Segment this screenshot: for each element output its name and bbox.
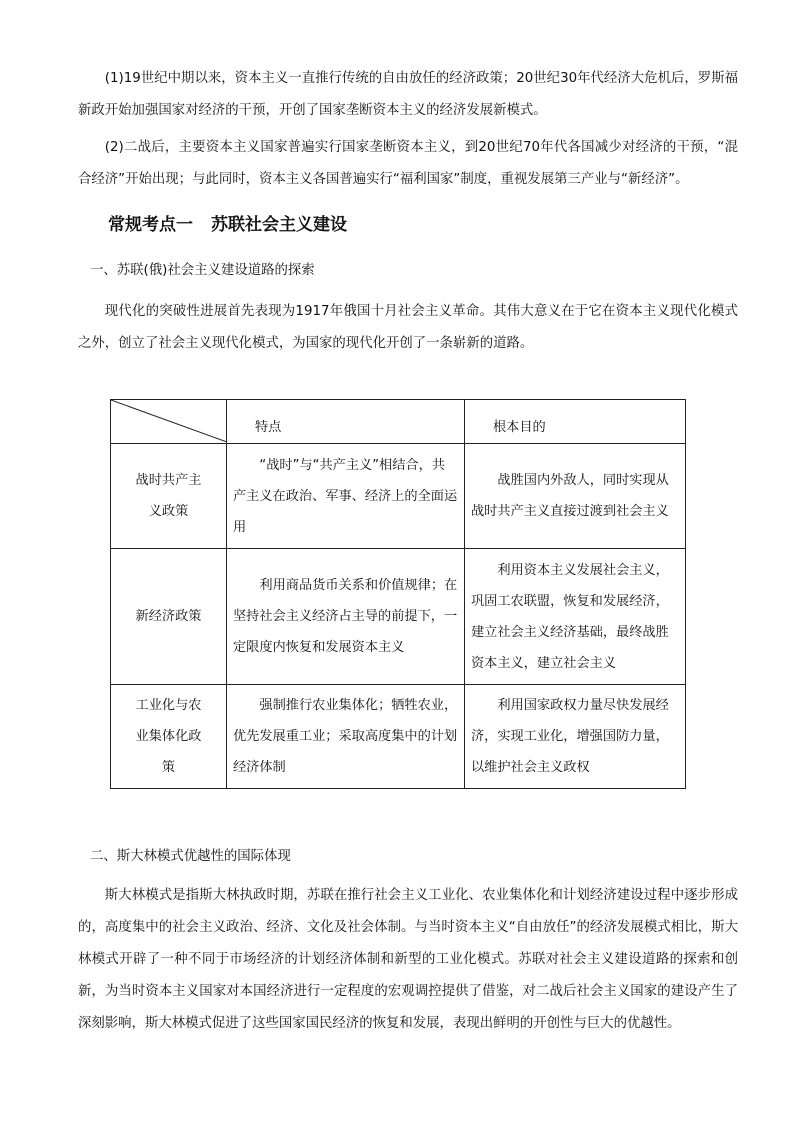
table-row [111,549,686,685]
diagonal-line [111,400,227,442]
header-feature: 特点 [227,400,465,444]
table-row [111,444,686,549]
row-label: 新经济政策 [111,549,227,685]
subsection-title-2: 二、斯大林模式优越性的国际体现 [90,849,291,864]
subsection-title-1: 一、苏联(俄)社会主义建设道路的探索 [90,263,315,278]
row-goal: 战胜国内外敌人，同时实现从战时共产主义直接过渡到社会主义 [465,444,686,549]
intro-paragraph-1: (1)19世纪中期以来，资本主义一直推行传统的自由放任的经济政策；20世纪30年代经济大危机后，罗斯福新政开始加强国家对经济的干预，开创了国家垄断资本主义的经济发展新模式。 [78,71,738,118]
row-goal: 利用资本主义发展社会主义，巩固工农联盟，恢复和发展经济，建立社会主义经济基础，最终战胜资本主义，建立社会主义 [465,549,686,685]
intro-paragraph-2: (2)二战后，主要资本主义国家普遍实行国家垄断资本主义，到20世纪70年代各国减少对经济的干预，“混合经济”开始出现；与此同时，资本主义各国普遍实行“福利国家”制度，重视发展第三产业与“新经济”。 [78,140,738,187]
subsection-body-2: 斯大林模式是指斯大林执政时期，苏联在推行社会主义工业化、农业集体化和计划经济建设过程中逐步形成的，高度集中的社会主义政治、经济、文化及社会体制。与当时资本主义“自由放任”的经济发展模式相比，斯大林模式开辟了一种不同于市场经济的计划经济体制和新型的工业化模式。苏联对社会主义建设道路的探索和创新，为当时资本主义国家对本国经济进行一定程度的宏观调控提供了借鉴，对二战后社会主义国家的建设产生了深刻影响，斯大林模式促进了这些国家国民经济的恢复和发展，表现出鲜明的开创性与巨大的优越性。 [78,888,738,1031]
table-header-row [111,400,686,444]
header-goal: 根本目的 [465,400,686,444]
policy-table [110,399,686,789]
section-heading-title: 苏联社会主义建设 [211,215,347,235]
row-goal: 利用国家政权力量尽快发展经济，实现工业化，增强国防力量，以维护社会主义政权 [465,685,686,789]
row-label: 战时共产主义政策 [111,444,227,549]
diagonal-header-cell [111,400,227,444]
row-label: 工业化与农业集体化政策 [111,685,227,789]
row-feature: “战时”与“共产主义”相结合，共产主义在政治、军事、经济上的全面运用 [227,444,465,549]
table-row [111,685,686,789]
row-feature: 强制推行农业集体化；牺牲农业，优先发展重工业；采取高度集中的计划经济体制 [227,685,465,789]
section-heading [108,211,347,239]
section-heading-prefix: 常规考点一 [108,215,193,235]
subsection-body-1: 现代化的突破性进展首先表现为1917年俄国十月社会主义革命。其伟大意义在于它在资本主义现代化模式之外，创立了社会主义现代化模式，为国家的现代化开创了一条崭新的道路。 [78,304,738,351]
row-feature: 利用商品货币关系和价值规律；在坚持社会主义经济占主导的前提下，一定限度内恢复和发展资本主义 [227,549,465,685]
